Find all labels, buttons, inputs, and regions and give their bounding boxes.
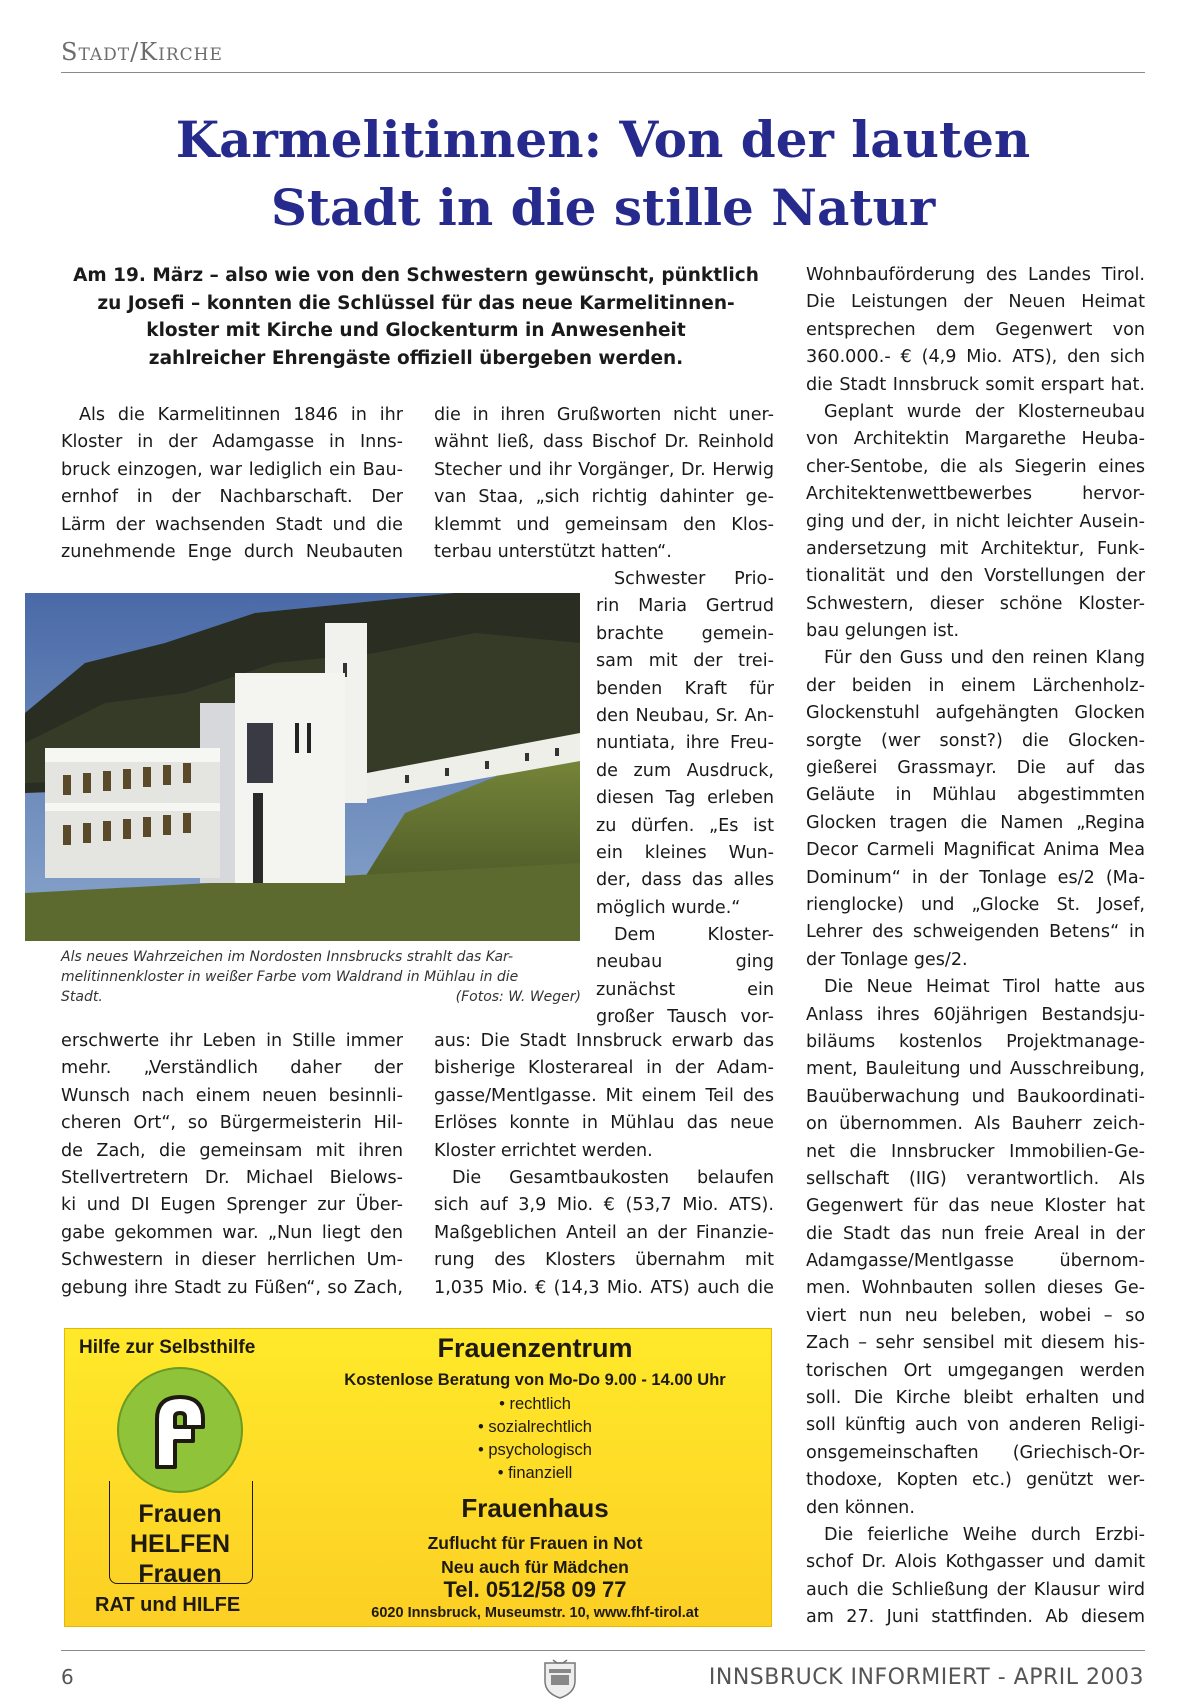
bottom-rule <box>61 1650 1145 1651</box>
text-line: von Architektin Margarethe Heuba- <box>806 429 1145 450</box>
text-line: Lärm der wachsenden Stadt und die <box>61 514 403 535</box>
text-line: net die Innsbrucker Immobilien-Ge- <box>806 1141 1145 1162</box>
text-line: cheren Ort“, so Bürgermeisterin Hil- <box>61 1113 403 1134</box>
ad-house-title: Frauenhaus <box>461 1493 609 1523</box>
city-crest-icon <box>543 1659 577 1699</box>
text-line: gasse/Mentlgasse. Mit einem Teil des <box>434 1085 774 1106</box>
text-line: nuntiata, ihre Freu- <box>596 733 774 754</box>
text-line: ein kleines Wun- <box>596 842 774 863</box>
text-line: den können. <box>806 1497 915 1518</box>
text-line: zunehmende Enge durch Neubauten <box>61 541 403 562</box>
text-line: Schwestern in dieser herrlichen Um- <box>61 1250 403 1271</box>
text-line: die Stadt Innsbruck somit erspart hat. <box>806 374 1145 395</box>
lead-paragraph <box>61 262 771 372</box>
ad-bullet: • finanziell <box>497 1464 573 1482</box>
column-3 <box>806 262 1145 1632</box>
text-line: zu dürfen. „Es ist <box>596 815 774 836</box>
text-line: ging und der, in nicht leichter Ausein- <box>806 511 1145 532</box>
ad-bullet: • psychologisch <box>477 1441 592 1459</box>
text-line: mehr. „Verständlich daher der <box>61 1058 403 1079</box>
text-line: rienglocke) und „Glocke St. Josef, <box>806 894 1145 915</box>
text-line: großer Tausch vor- <box>596 1007 774 1028</box>
text-line: Schwestern, dieser schöne Kloster- <box>806 593 1145 614</box>
ad-bullet: • rechtlich <box>499 1395 571 1413</box>
text-line: Geläute in Mühlau abgestimmten <box>806 785 1145 806</box>
text-line: biläums kostenlos Projektmanage- <box>806 1031 1145 1052</box>
lead-line: kloster mit Kirche und Glockenturm in Anwesenheit <box>146 320 686 342</box>
text-line: am 27. Juni stattfinden. Ab diesem <box>806 1607 1145 1628</box>
column-1-bottom <box>61 1028 403 1302</box>
text-line: aus: Die Stadt Innsbruck erwarb das <box>434 1031 774 1051</box>
ad-rat-hilfe: RAT und HILFE <box>95 1594 241 1616</box>
caption-line: Als neues Wahrzeichen im Nordosten Innsbrucks strahlt das Kar- <box>61 949 514 965</box>
text-line: tionalität und den Vorstellungen der <box>806 566 1145 587</box>
text-line: Anlass ihres 60jährigen Bestandsju- <box>806 1004 1145 1025</box>
column-1-top <box>61 402 403 566</box>
text-line: Kloster errichtet werden. <box>434 1140 653 1161</box>
publication-footer: INNSBRUCK INFORMIERT - APRIL 2003 <box>708 1665 1144 1690</box>
lead-line: zu Josefi – konnten die Schlüssel für das neue Karmelitinnen- <box>97 292 735 314</box>
text-line: der beiden in einem Lärchenholz- <box>806 675 1145 696</box>
text-line: 360.000.- € (4,9 Mio. ATS), den sich <box>806 347 1145 368</box>
page-number: 6 <box>61 1665 74 1689</box>
ad-logo-icon <box>117 1367 243 1493</box>
text-line: terbau unterstützt hatten“. <box>434 541 672 562</box>
text-line: Adamgasse/Mentlgasse übernom- <box>806 1251 1145 1272</box>
text-line: bisherige Klosterareal in der Adam- <box>434 1058 774 1079</box>
ad-logo-line: HELFEN <box>130 1530 230 1558</box>
headline <box>61 106 1145 242</box>
text-line: den Neubau, Sr. An- <box>596 705 774 726</box>
text-line: viert nun neu beleben, wobei – so <box>806 1305 1145 1326</box>
lead-line: zahlreicher Ehrengäste offiziell übergeben werden. <box>148 347 684 369</box>
frauenzentrum-ad[interactable] <box>64 1328 772 1627</box>
text-line: sich auf 3,9 Mio. € (53,7 Mio. ATS). <box>434 1195 774 1216</box>
text-line: möglich wurde.“ <box>596 897 741 918</box>
ad-consult: Kostenlose Beratung von Mo-Do 9.00 - 14.00 Uhr <box>344 1371 726 1389</box>
headline-line: Stadt in die stille Natur <box>270 178 936 237</box>
text-line: brachte gemein- <box>596 623 774 644</box>
text-line: Decor Carmeli Magnificat Anima Mea <box>806 840 1145 861</box>
text-line: Architektenwettbewerbes hervor- <box>806 484 1145 505</box>
text-line: Gegenwert für das neue Kloster hat <box>806 1196 1145 1217</box>
text-line: ment, Bauleitung und Ausschreibung, <box>806 1059 1145 1080</box>
text-line: ernhof in der Nachbarschaft. Der <box>61 487 403 508</box>
text-line: Glockenstuhl aufgehängten Glocken <box>806 703 1145 724</box>
text-line: Die Leistungen der Neuen Heimat <box>806 292 1145 313</box>
text-line: cher-Sentobe, die als Siegerin eines <box>806 456 1145 477</box>
ad-bullet: • sozialrechtlich <box>478 1418 592 1436</box>
text-line: auch die Schließung der Klausur wird <box>806 1579 1145 1600</box>
section-header: Stadt/Kirche <box>61 38 223 66</box>
headline-line: Karmelitinnen: Von der lauten <box>175 110 1031 169</box>
photo-caption <box>61 947 581 1007</box>
caption-text: Stadt. <box>61 989 103 1005</box>
text-line: de zum Ausdruck, <box>596 760 774 781</box>
text-line: Geplant wurde der Klosterneubau <box>824 401 1145 422</box>
text-line: de Zach, die gemeinsam mit ihren <box>61 1140 403 1161</box>
text-line: der Tonlage ges/2. <box>806 949 968 970</box>
text-line: ki und DI Eugen Sprenger zur Über- <box>61 1195 403 1216</box>
ad-logo-text <box>109 1499 251 1589</box>
column-2-top <box>434 402 774 566</box>
text-line: die in ihren Grußworten nicht uner- <box>434 405 774 425</box>
text-line: Die feierliche Weihe durch Erzbi- <box>824 1524 1145 1545</box>
ad-phone[interactable]: Tel. 0512/58 09 77 <box>443 1577 627 1602</box>
text-line: on übernommen. Als Bauherr zeich- <box>806 1114 1145 1135</box>
text-line: sam mit der trei- <box>596 651 774 672</box>
text-line: sorgte (wer sonst?) die Glocken- <box>806 730 1145 751</box>
text-line: Für den Guss und den reinen Klang <box>824 648 1145 669</box>
top-rule <box>61 72 1145 73</box>
text-line: benden Kraft für <box>596 678 774 699</box>
text-line: Glocken tragen die Namen „Regina <box>806 812 1145 833</box>
text-line: klemmt und gemeinsam den Klos- <box>434 514 774 535</box>
text-line: gießerei Grassmayr. Die auf das <box>806 758 1145 779</box>
text-line: der, dass das alles <box>596 870 774 891</box>
text-line: Wunsch nach einem neuen besinnli- <box>61 1085 403 1106</box>
text-line: Maßgeblichen Anteil an der Finanzie- <box>434 1222 774 1243</box>
text-line: rung des Klosters übernahm mit <box>434 1250 774 1271</box>
text-line: Erlöses konnte in Mühlau das neue <box>434 1113 774 1134</box>
text-line: Lehrer des schweigenden Betens“ in <box>806 922 1145 943</box>
text-line: gabe gekommen war. „Nun liegt den <box>61 1222 403 1243</box>
lead-line: Am 19. März – also wie von den Schwestern gewünscht, pünktlich <box>73 265 759 286</box>
monastery-photo <box>25 593 580 941</box>
text-line: Schwester Prio- <box>614 569 774 589</box>
text-line: andersetzung mit Architektur, Funk- <box>806 538 1145 559</box>
text-line: erschwerte ihr Leben in Stille immer <box>61 1031 403 1051</box>
text-line: Dem Kloster- <box>614 925 774 946</box>
text-line: zunächst ein <box>596 979 774 1000</box>
text-line: soll. Die Kirche bleibt erhalten und <box>806 1388 1145 1409</box>
text-line: 1,035 Mio. € (14,3 Mio. ATS) auch die <box>434 1277 774 1298</box>
text-line: gebung ihre Stadt zu Füßen“, so Zach, <box>61 1277 403 1298</box>
column-2-narrow <box>596 566 774 1032</box>
text-line: bruck einzogen, war lediglich ein Bau- <box>61 459 403 480</box>
text-line: Dominum“ in der Tonlage es/2 (Ma- <box>806 867 1145 888</box>
text-line: sellschaft (IIG) verantwortlich. Als <box>806 1168 1145 1189</box>
ad-left-title: Hilfe zur Selbsthilfe <box>79 1337 256 1358</box>
text-line: diesen Tag erleben <box>596 788 774 809</box>
text-line: Bauüberwachung und Baukoordinati- <box>806 1086 1145 1107</box>
text-line: men. Wohnbauten sollen dieses Ge- <box>806 1278 1145 1299</box>
caption-line <box>61 987 581 1007</box>
ad-address[interactable]: 6020 Innsbruck, Museumstr. 10, www.fhf-tirol.at <box>371 1605 699 1621</box>
ad-logo-line: Frauen <box>138 1500 222 1528</box>
text-line: schof Dr. Alois Kothgasser und damit <box>806 1552 1145 1573</box>
text-line: wähnt ließ, dass Bischof Dr. Reinhold <box>434 432 774 453</box>
ad-title: Frauenzentrum <box>437 1333 633 1363</box>
text-line: bau gelungen ist. <box>806 621 960 642</box>
text-line: Stecher und ihr Vorgänger, Dr. Herwig <box>434 459 774 480</box>
text-line: Wohnbauförderung des Landes Tirol. <box>806 265 1145 285</box>
text-line: soll künftig auch von anderen Religi- <box>806 1415 1145 1436</box>
text-line: entsprechen dem Gegenwert von <box>806 319 1145 340</box>
ad-house-line: Zuflucht für Frauen in Not <box>427 1533 643 1553</box>
text-line: onsgemeinschaften (Griechisch-Or- <box>806 1442 1145 1463</box>
text-line: neubau ging <box>596 952 774 973</box>
text-line: Stellvertretern Dr. Michael Bielows- <box>61 1167 403 1188</box>
text-line: Die Neue Heimat Tirol hatte aus <box>824 977 1145 998</box>
text-line: die Stadt das nun freie Areal in der <box>806 1223 1145 1244</box>
text-line: Kloster in der Adamgasse in Inns- <box>61 432 403 453</box>
text-line: Als die Karmelitinnen 1846 in ihr <box>79 405 403 425</box>
text-line: Zach – sehr sensibel mit diesem his- <box>806 1333 1145 1354</box>
ad-house-line: Neu auch für Mädchen <box>441 1557 629 1577</box>
text-line: Die Gesamtbaukosten belaufen <box>452 1167 774 1188</box>
text-line: thodoxe, Kopten etc.) genützt wer- <box>806 1470 1145 1491</box>
text-line: rin Maria Gertrud <box>596 596 774 617</box>
caption-line: melitinnenkloster in weißer Farbe vom Waldrand in Mühlau in die <box>61 969 519 985</box>
ad-house-lines <box>325 1531 745 1579</box>
photo-credit: (Fotos: W. Weger) <box>455 989 581 1005</box>
ad-bullets <box>325 1393 745 1485</box>
text-line: torischen Ort umgegangen werden <box>806 1360 1145 1381</box>
ad-logo-line: Frauen <box>138 1560 222 1588</box>
text-line: van Staa, „sich richtig dahinter ge- <box>434 487 774 508</box>
column-2-bottom <box>434 1028 774 1302</box>
